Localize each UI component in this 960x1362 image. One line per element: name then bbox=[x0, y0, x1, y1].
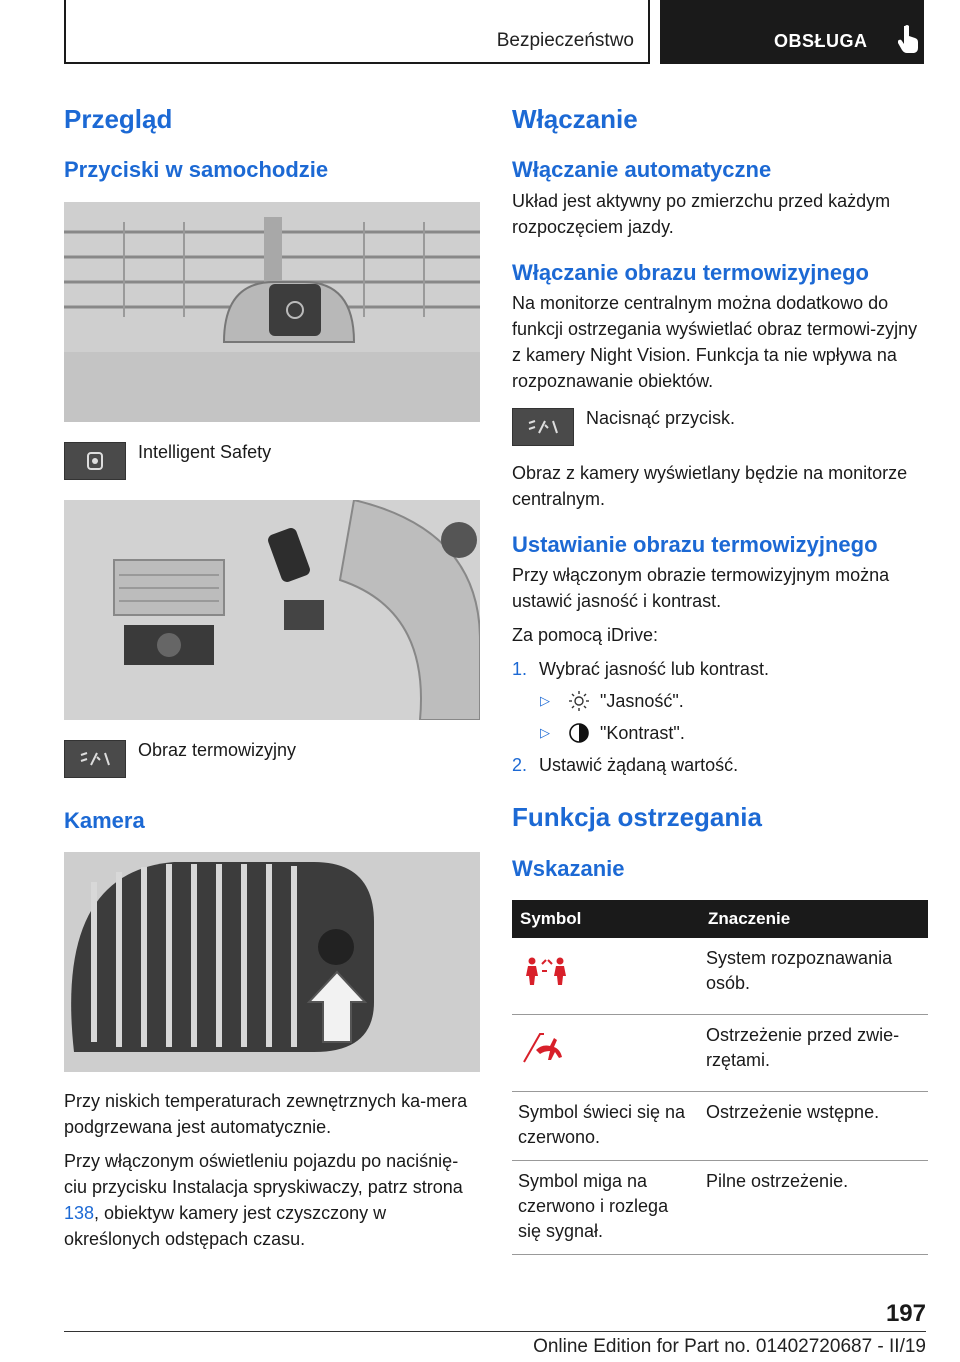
step-2-text: Ustawić żądaną wartość. bbox=[539, 755, 739, 776]
header-section: Bezpieczeństwo bbox=[496, 30, 634, 51]
grille-illustration bbox=[64, 852, 480, 1072]
thermal-settings-heading: Ustawianie obrazu termowizyjnego bbox=[512, 531, 878, 557]
grille-camera-photo bbox=[64, 852, 480, 1072]
header-tab[interactable] bbox=[660, 0, 924, 64]
sub-step-contrast bbox=[540, 720, 928, 746]
footer-edition: Online Edition for Part no. 01402720687 - II/19 bbox=[533, 1336, 926, 1357]
vent-illustration bbox=[64, 202, 480, 422]
right-column bbox=[512, 96, 928, 1255]
idrive-text: Za pomocą iDrive: bbox=[512, 625, 659, 646]
step-2 bbox=[512, 752, 928, 778]
thermal-on-heading: Włączanie obrazu termowizyjnego bbox=[512, 259, 869, 285]
table-cell-symbol bbox=[512, 938, 700, 1015]
contrast-label: "Kontrast". bbox=[600, 723, 685, 744]
indication-heading: Wskazanie bbox=[512, 855, 625, 881]
intelligent-safety-button-icon bbox=[64, 442, 126, 480]
thermal-settings-paragraph: Przy włączonym obrazie termowizyjnym można ustawić jasność i kontrast. bbox=[512, 565, 890, 612]
night-vision-button-icon bbox=[64, 740, 126, 778]
brightness-label: "Jasność". bbox=[600, 691, 684, 712]
page-reference-link[interactable]: 138 bbox=[64, 1202, 95, 1223]
thermal-on-paragraph: Na monitorze centralnym można dodatkowo do funkcji ostrzegania wyświetlać obraz termowi-zyjny z kamery Night Vision. Funkcja ta nie wpływa na rozpoznawanie obiektów. bbox=[512, 292, 918, 391]
buttons-heading: Przyciski w samochodzie bbox=[64, 157, 329, 183]
header-frame bbox=[64, 0, 650, 64]
intelligent-safety-row bbox=[64, 442, 480, 480]
column-header-meaning: Znaczenie bbox=[700, 900, 928, 938]
camera-paragraph-2-start: Przy włączonym oświetleniu pojazdu po naciśnię-ciu przycisku Instalacja spryskiwaczy, patrz strona bbox=[64, 1150, 463, 1197]
table-cell-symbol: Symbol świeci się na czerwono. bbox=[512, 1091, 700, 1160]
contrast-icon bbox=[568, 722, 590, 744]
table-cell-meaning: System rozpoznawania osób. bbox=[700, 938, 928, 1015]
hand-pointer-icon bbox=[898, 24, 920, 54]
dashboard-button-photo bbox=[64, 202, 480, 422]
warning-function-title: Funkcja ostrzegania bbox=[512, 802, 762, 833]
table-cell-meaning: Ostrzeżenie wstępne. bbox=[700, 1091, 928, 1160]
auto-activation-heading: Włączanie automatyczne bbox=[512, 157, 772, 183]
table-row bbox=[512, 1160, 928, 1254]
table-header-row bbox=[512, 900, 928, 938]
step-1-text: Wybrać jasność lub kontrast. bbox=[539, 659, 769, 680]
auto-activation-paragraph: Układ jest aktywny po zmierzchu przed każdym rozpoczęciem jazdy. bbox=[512, 190, 891, 237]
page-number: 197 bbox=[885, 1300, 926, 1327]
camera-paragraph-1: Przy niskich temperaturach zewnętrznych ka-mera podgrzewana jest automatycznie. bbox=[64, 1090, 468, 1137]
triangle-bullet-icon: ▷ bbox=[540, 725, 550, 741]
thermal-image-label: Obraz termowizyjny bbox=[138, 739, 297, 760]
table-cell-meaning: Ostrzeżenie przed zwie-rzętami. bbox=[700, 1014, 928, 1091]
thermal-image-row bbox=[64, 740, 480, 778]
indication-table bbox=[512, 900, 928, 1255]
table-row bbox=[512, 1014, 928, 1091]
header-tab-label: OBSŁUGA bbox=[774, 31, 868, 51]
animal-warning-icon bbox=[522, 1032, 566, 1064]
overview-title: Przegląd bbox=[64, 104, 173, 134]
camera-heading: Kamera bbox=[64, 807, 145, 833]
steering-illustration bbox=[64, 500, 480, 720]
table-cell-symbol: Symbol miga na czerwono i rozlega się sygnał. bbox=[512, 1160, 700, 1254]
triangle-bullet-icon: ▷ bbox=[540, 693, 550, 709]
activation-title: Włączanie bbox=[512, 104, 638, 134]
press-button-text: Nacisnąć przycisk. bbox=[586, 407, 736, 428]
display-paragraph: Obraz z kamery wyświetlany będzie na monitorze centralnym. bbox=[512, 462, 908, 509]
step-1 bbox=[512, 656, 928, 682]
night-vision-button-icon bbox=[512, 408, 574, 446]
step-2-number: 2. bbox=[512, 755, 528, 776]
footer-divider bbox=[64, 1331, 926, 1332]
left-column bbox=[64, 96, 480, 1252]
column-header-symbol: Symbol bbox=[512, 900, 700, 938]
persons-warning-icon bbox=[522, 956, 572, 986]
table-row bbox=[512, 1091, 928, 1160]
table-cell-symbol bbox=[512, 1014, 700, 1091]
steering-controls-photo bbox=[64, 500, 480, 720]
sub-step-brightness bbox=[540, 688, 928, 714]
step-1-number: 1. bbox=[512, 659, 528, 680]
camera-paragraph-2 bbox=[64, 1148, 480, 1252]
brightness-icon bbox=[568, 690, 590, 712]
table-row bbox=[512, 938, 928, 1015]
press-button-row bbox=[512, 408, 928, 446]
camera-paragraph-2-end: , obiektyw kamery jest czyszczony w określonych odstępach czasu. bbox=[64, 1202, 387, 1249]
intelligent-safety-label: Intelligent Safety bbox=[138, 441, 272, 462]
table-cell-meaning: Pilne ostrzeżenie. bbox=[700, 1160, 928, 1254]
